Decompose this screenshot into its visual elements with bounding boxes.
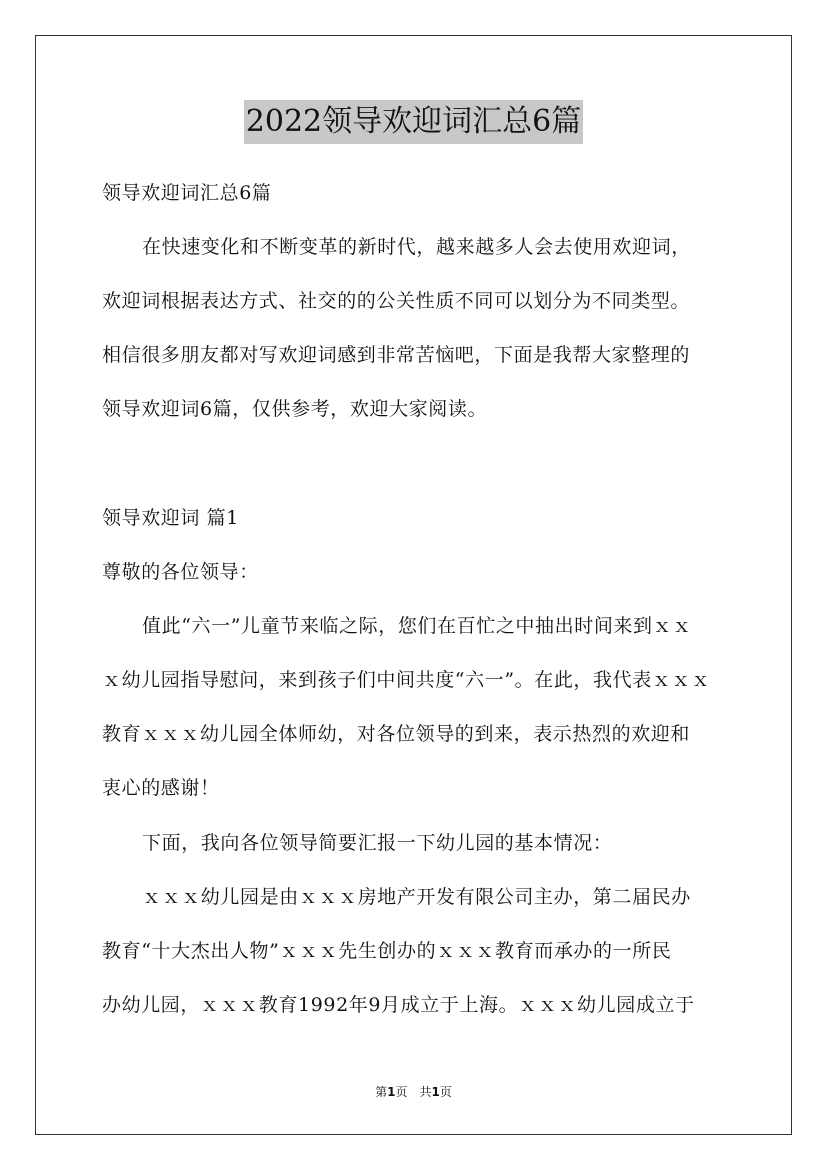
footer-page-current: 1 xyxy=(387,1085,396,1099)
para1-line-2: ｘ幼儿园指导慰问，来到孩子们中间共度“六一”。在此，我代表ｘｘｘ xyxy=(102,669,711,691)
document-title xyxy=(0,100,827,144)
para3-line-3: 办幼儿园，ｘｘｘ教育1992年9月成立于上海。ｘｘｘ幼儿园成立于 xyxy=(102,994,695,1016)
section-heading: 领导欢迎词 篇1 xyxy=(102,507,239,529)
intro-line-4: 领导欢迎词6篇，仅供参考，欢迎大家阅读。 xyxy=(102,398,488,420)
para3-line-1: ｘｘｘ幼儿园是由ｘｘｘ房地产开发有限公司主办，第二届民办 xyxy=(142,886,691,908)
footer-suffix: 页 xyxy=(439,1085,452,1099)
para2-line-1: 下面，我向各位领导简要汇报一下幼儿园的基本情况： xyxy=(142,832,613,854)
footer-mid: 页 共 xyxy=(395,1085,432,1099)
intro-line-1: 在快速变化和不断变革的新时代，越来越多人会去使用欢迎词， xyxy=(142,236,691,258)
intro-line-3: 相信很多朋友都对写欢迎词感到非常苦恼吧，下面是我帮大家整理的 xyxy=(102,344,691,366)
intro-line-2: 欢迎词根据表达方式、社交的的公关性质不同可以划分为不同类型。 xyxy=(102,290,691,312)
document-title-text: 2022领导欢迎词汇总6篇 xyxy=(244,100,583,144)
para3-line-2: 教育“十大杰出人物”ｘｘｘ先生创办的ｘｘｘ教育而承办的一所民 xyxy=(102,940,672,962)
footer-prefix: 第 xyxy=(375,1085,388,1099)
page-footer xyxy=(0,1083,827,1101)
salutation: 尊敬的各位领导： xyxy=(102,561,259,583)
footer-page-total: 1 xyxy=(431,1085,440,1099)
para1-line-1: 值此“六一”儿童节来临之际，您们在百忙之中抽出时间来到ｘｘ xyxy=(142,615,692,637)
para1-line-3: 教育ｘｘｘ幼儿园全体师幼，对各位领导的到来，表示热烈的欢迎和 xyxy=(102,723,691,745)
document-subtitle: 领导欢迎词汇总6篇 xyxy=(102,182,272,204)
para1-line-4: 衷心的感谢！ xyxy=(102,777,220,799)
